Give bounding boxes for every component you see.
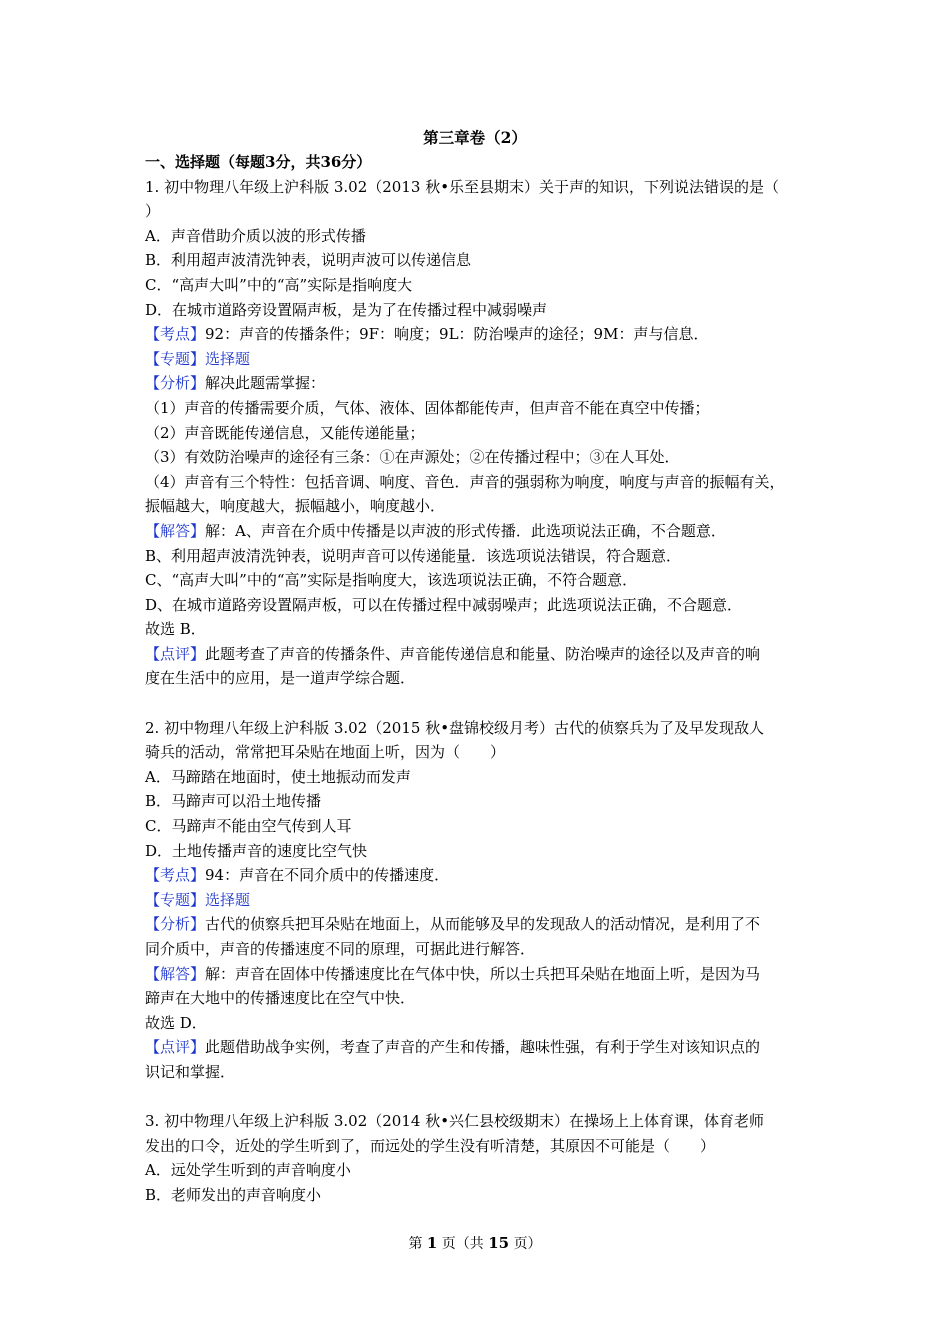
page-title: 第三章卷（2） [423, 128, 527, 147]
q1-fenxi-line-1: （1）声音的传播需要介质，气体、液体、固体都能传声，但声音不能在真空中传播； [145, 398, 710, 417]
q1-option-c: C．“高声大叫”中的“高”实际是指响度大 [145, 275, 413, 294]
q2-jieda [145, 962, 810, 987]
footer-page-number: 1 [426, 1234, 438, 1252]
q1-fenxi-line-3: （3）有效防治噪声的途径有三条：①在声源处；②在传播过程中；③在人耳处． [145, 448, 680, 467]
footer-middle: 页（共 [441, 1236, 484, 1252]
q1-jieda-line-1: B、利用超声波清洗钟表，说明声音可以传递能量．该选项说法错误，符合题意． [145, 546, 682, 565]
q1-fenxi-line-4: （4）声音有三个特性：包括音调、响度、音色．声音的强弱称为响度，响度与声音的振幅有关， [145, 472, 785, 491]
q2-kaodian-text: 94：声音在不同介质中的传播速度． [205, 866, 450, 885]
q1-jieda-tag: 【解答】 [145, 521, 206, 540]
q1-fenxi-line-5: 振幅越大，响度越大，振幅越小，响度越小． [145, 497, 446, 516]
q3-stem-line-1: 3. 初中物理八年级上沪科版 3.02（2014 秋•兴仁县校级期末）在操场上上体育课，体育老师 [145, 1112, 765, 1131]
q1-fenxi [145, 371, 810, 396]
q2-dianping [145, 1035, 810, 1060]
q2-jieda-tag: 【解答】 [145, 964, 206, 983]
q2-option-b: B．马蹄声可以沿土地传播 [145, 792, 322, 811]
q1-kaodian-tag: 【考点】 [145, 325, 206, 344]
q2-option-d: D．土地传播声音的速度比空气快 [145, 841, 368, 860]
question-3 [145, 1109, 810, 1207]
q1-option-b: B．利用超声波清洗钟表，说明声波可以传递信息 [145, 251, 472, 270]
q1-jieda-text: 解：A、声音在介质中传播是以声波的形式传播．此选项说法正确，不合题意． [205, 521, 726, 540]
q2-jieda-line-2: 蹄声在大地中的传播速度比在空气中快． [145, 989, 416, 1008]
q2-dianping-text: 此题借助战争实例，考查了声音的产生和传播，趣味性强，有利于学生对该知识点的 [205, 1038, 761, 1057]
q3-option-a: A．远处学生听到的声音响度小 [145, 1161, 351, 1180]
q2-zhuanti-text: 选择题 [205, 890, 251, 909]
question-2 [145, 716, 810, 1085]
q3-stem-line-2: 发出的口令，近处的学生听到了，而远处的学生没有听清楚，其原因不可能是（ ） [145, 1136, 716, 1155]
q1-kaodian-text: 92：声音的传播条件；9F：响度；9L：防治噪声的途径；9M：声与信息． [205, 325, 709, 344]
section-heading: 一、选择题（每题3分，共36分） [145, 153, 372, 171]
q2-zhuanti-tag: 【专题】 [145, 890, 206, 909]
q2-jieda-text: 解：声音在固体中传播速度比在气体中快，所以士兵把耳朵贴在地面上听，是因为马 [205, 964, 761, 983]
footer-suffix: 页） [513, 1236, 542, 1252]
q2-zhuanti [145, 888, 810, 913]
q1-fenxi-line-2: （2）声音既能传递信息，又能传递能量； [145, 423, 425, 442]
q1-dianping-line-2: 度在生活中的应用，是一道声学综合题． [145, 669, 416, 688]
q3-option-b: B．老师发出的声音响度小 [145, 1185, 322, 1204]
q1-jieda [145, 519, 810, 544]
q1-stem-line-1: 1. 初中物理八年级上沪科版 3.02（2013 秋•乐至县期末）关于声的知识，下列说法错误的是（ [145, 177, 780, 196]
q2-fenxi-line-2: 同介质中，声音的传播速度不同的原理，可据此进行解答． [145, 940, 536, 958]
q1-stem-line-2: ） [145, 202, 161, 221]
q2-kaodian [145, 863, 810, 888]
q1-option-a: A．声音借助介质以波的形式传播 [145, 226, 366, 245]
q1-kaodian [145, 322, 810, 347]
q1-zhuanti [145, 347, 810, 372]
q1-option-d: D．在城市道路旁设置隔声板，是为了在传播过程中减弱噪声 [145, 300, 548, 319]
q2-option-c: C．马蹄声不能由空气传到人耳 [145, 817, 352, 836]
q1-jieda-line-3: D、在城市道路旁设置隔声板，可以在传播过程中减弱噪声；此选项说法正确，不合题意． [145, 595, 743, 614]
q1-fenxi-tag: 【分析】 [145, 374, 206, 393]
document-body [145, 150, 810, 1208]
q2-kaodian-tag: 【考点】 [145, 866, 206, 885]
q2-fenxi-tag: 【分析】 [145, 915, 206, 934]
spacer [145, 1085, 810, 1110]
q1-dianping-tag: 【点评】 [145, 644, 206, 663]
footer-prefix: 第 [408, 1236, 423, 1252]
q1-jieda-line-2: C、“高声大叫”中的“高”实际是指响度大，该选项说法正确，不符合题意． [145, 571, 638, 590]
q2-stem-line-2: 骑兵的活动，常常把耳朵贴在地面上听，因为（ ） [145, 743, 506, 762]
q2-fenxi-text: 古代的侦察兵把耳朵贴在地面上，从而能够及早的发现敌人的活动情况，是利用了不 [205, 915, 761, 934]
spacer [145, 691, 810, 716]
q1-dianping [145, 642, 810, 667]
q2-stem-line-1: 2. 初中物理八年级上沪科版 3.02（2015 秋•盘锦校级月考）古代的侦察兵为了及早发现敌人 [145, 718, 765, 737]
question-1 [145, 175, 810, 691]
q2-dianping-line-2: 识记和掌握． [145, 1062, 236, 1081]
page-footer [0, 1233, 950, 1253]
q2-answer: 故选 D． [145, 1013, 207, 1032]
q2-fenxi [145, 912, 810, 937]
q1-answer: 故选 B． [145, 620, 206, 639]
footer-total-pages: 15 [488, 1234, 510, 1252]
q1-dianping-text: 此题考查了声音的传播条件、声音能传递信息和能量、防治噪声的途径以及声音的响 [205, 644, 761, 663]
q1-zhuanti-text: 选择题 [205, 349, 251, 368]
q2-dianping-tag: 【点评】 [145, 1038, 206, 1057]
q1-zhuanti-tag: 【专题】 [145, 349, 206, 368]
q1-fenxi-text: 解决此题需掌握： [205, 374, 326, 393]
q2-option-a: A．马蹄踏在地面时，使土地振动而发声 [145, 767, 411, 786]
